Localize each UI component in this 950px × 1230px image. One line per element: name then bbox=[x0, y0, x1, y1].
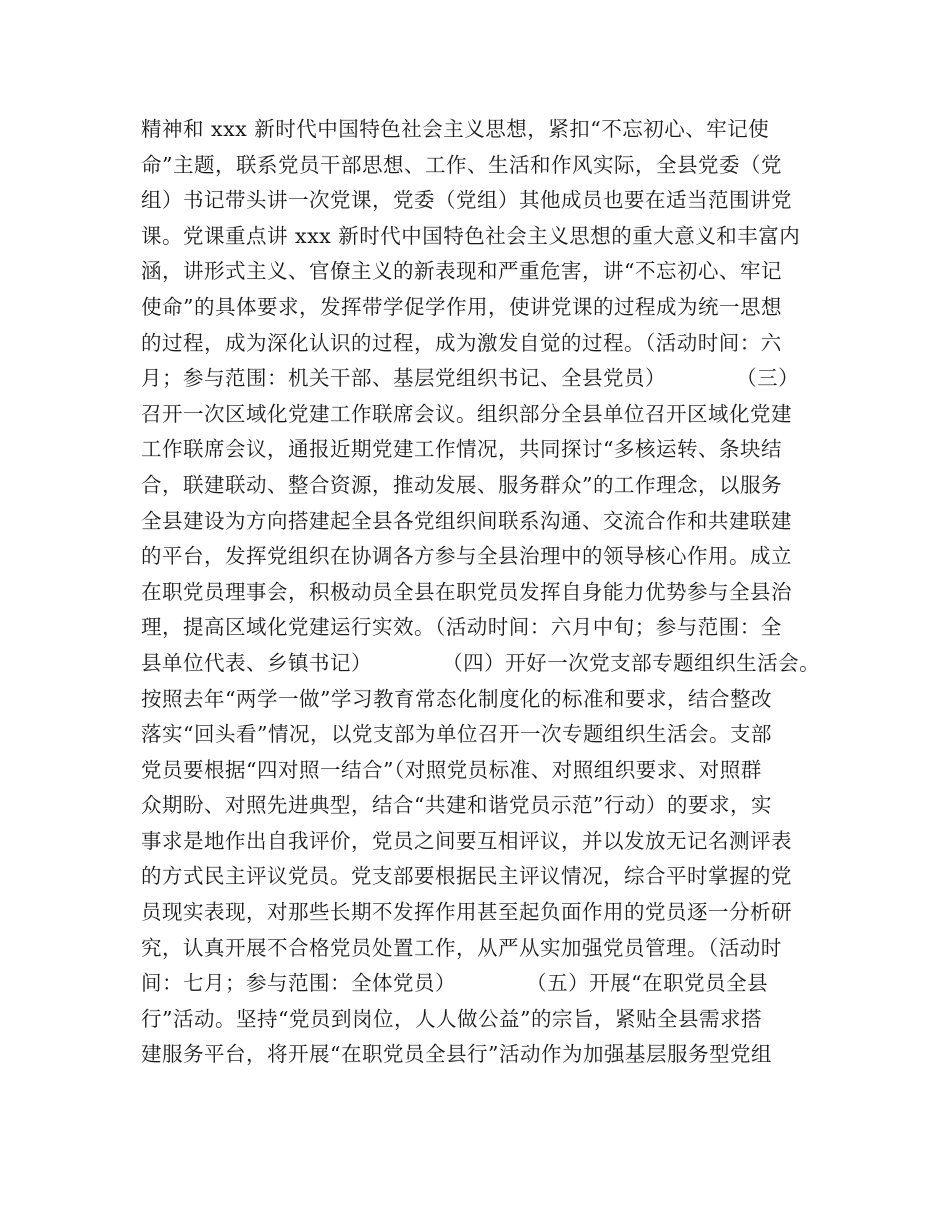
text-line: 究，认真开展不合格党员处置工作，从严从实加强党员管理。（活动时 bbox=[141, 935, 782, 960]
text-line: 众期盼、对照先进典型，结合“共建和谐党员示范”行动）的要求，实 bbox=[141, 793, 772, 818]
text-line: 员现实表现，对那些长期不发挥作用甚至起负面作用的党员逐一分析研 bbox=[141, 900, 792, 925]
text-line: 使命”的具体要求，发挥带学促学作用，使讲党课的过程成为统一思想 bbox=[141, 294, 782, 319]
text-line: 建服务平台，将开展“在职党员全县行”活动作为加强基层服务型党组 bbox=[141, 1042, 772, 1067]
text-line: 县单位代表、乡镇书记） （四）开好一次党支部专题组织生活会。 bbox=[141, 650, 821, 675]
text-line: 按照去年“两学一做”学习教育常态化制度化的标准和要求，结合整改 bbox=[141, 686, 772, 711]
text-line: 行”活动。坚持“党员到岗位，人人做公益”的宗旨，紧贴全县需求搭 bbox=[141, 1006, 762, 1031]
text-line: 理，提高区域化党建运行实效。（活动时间：六月中旬；参与范围：全 bbox=[141, 615, 782, 640]
text-line: 月；参与范围：机关干部、基层党组织书记、全县党员） （三） bbox=[141, 366, 800, 391]
text-line: 涵，讲形式主义、官僚主义的新表现和严重危害，讲“不忘初心、牢记 bbox=[141, 259, 782, 284]
text-line: 的平台，发挥党组织在协调各方参与全县治理中的领导核心作用。成立 bbox=[141, 544, 792, 569]
text-line: 党员要根据“四对照一结合”（对照党员标准、对照组织要求、对照群 bbox=[141, 757, 762, 782]
text-line: 在职党员理事会，积极动员全县在职党员发挥自身能力优势参与全县治 bbox=[141, 579, 792, 604]
text-line: 工作联席会议，通报近期党建工作情况，共同探讨“多核运转、条块结 bbox=[141, 437, 782, 462]
text-line: 合，联建联动、整合资源，推动发展、服务群众”的工作理念，以服务 bbox=[141, 472, 782, 497]
text-line: 组）书记带头讲一次党课，党委（党组）其他成员也要在适当范围讲党 bbox=[141, 188, 792, 213]
text-line: 命”主题，联系党员干部思想、工作、生活和作风实际，全县党委（党 bbox=[141, 152, 782, 177]
text-line: 事求是地作出自我评价，党员之间要互相评议，并以发放无记名测评表 bbox=[141, 828, 792, 853]
text-line: 间：七月；参与范围：全体党员） （五）开展“在职党员全县 bbox=[141, 971, 769, 996]
text-line: 落实“回头看”情况，以党支部为单位召开一次专题组织生活会。支部 bbox=[141, 722, 772, 747]
text-line: 的方式民主评议党员。党支部要根据民主评议情况，综合平时掌握的党 bbox=[141, 864, 792, 889]
text-line: 召开一次区域化党建工作联席会议。组织部分全县单位召开区域化党建 bbox=[141, 401, 792, 426]
text-line: 的过程，成为深化认识的过程，成为激发自觉的过程。（活动时间：六 bbox=[141, 330, 782, 355]
text-line: 全县建设为方向搭建起全县各党组织间联系沟通、交流合作和共建联建 bbox=[141, 508, 792, 533]
body-text bbox=[141, 112, 831, 1073]
text-line: 课。党课重点讲 xxx 新时代中国特色社会主义思想的重大意义和丰富内 bbox=[141, 223, 801, 248]
text-line: 精神和 xxx 新时代中国特色社会主义思想，紧扣“不忘初心、牢记使 bbox=[141, 117, 770, 141]
